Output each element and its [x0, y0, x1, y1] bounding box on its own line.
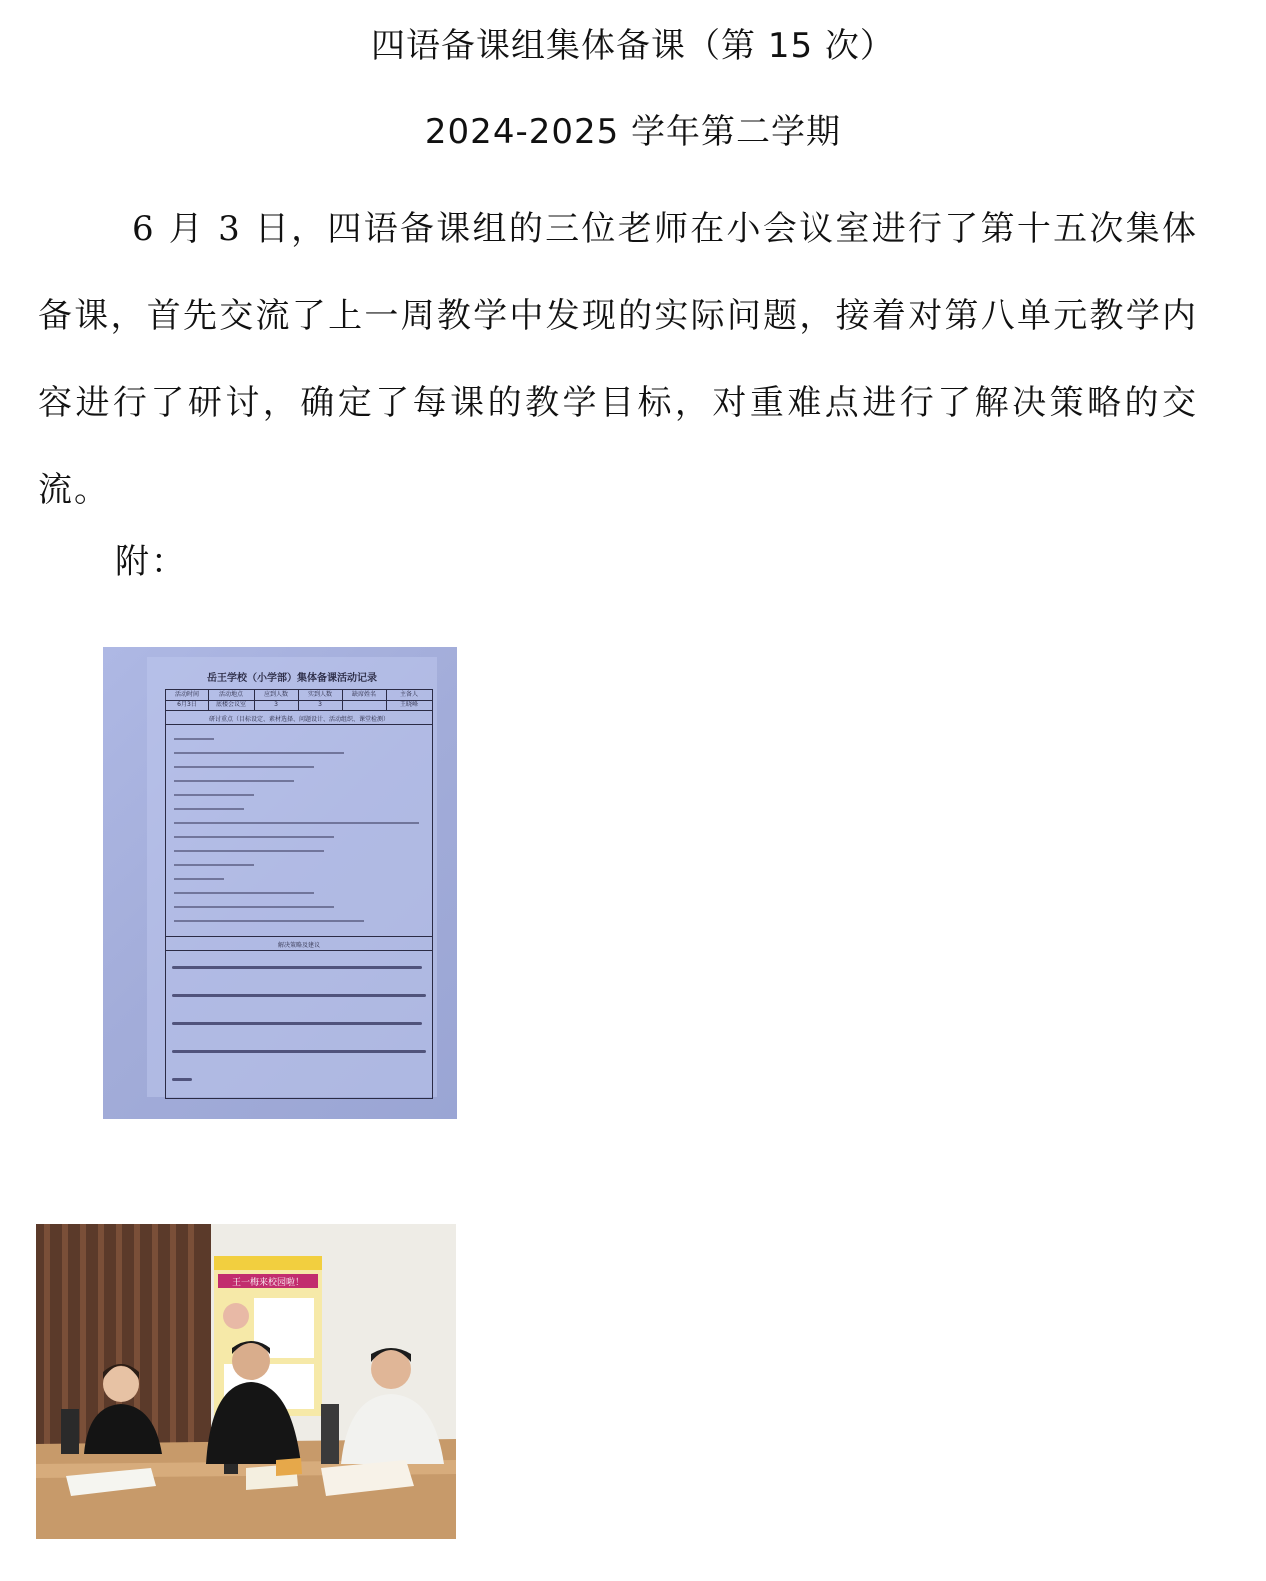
col-header: 活动时间 — [166, 690, 209, 700]
printed-line — [174, 864, 254, 866]
printed-line — [174, 878, 224, 880]
printed-line — [174, 780, 294, 782]
printed-line — [174, 794, 254, 796]
cell — [342, 700, 387, 710]
printed-line — [174, 738, 214, 740]
handwriting-line — [172, 1022, 422, 1025]
poster-headline: 王一梅来校园啦！ — [231, 1278, 305, 1288]
printed-line — [174, 836, 334, 838]
page-subtitle: 2024-2025 学年第二学期 — [424, 112, 842, 152]
cell: 王晓峰 — [399, 701, 418, 708]
record-sheet-focus-label: 研讨重点（目标设定、素材选择、问题设计、活动组织、课堂检测） — [208, 716, 389, 723]
divider — [166, 724, 432, 725]
handwriting-line — [172, 966, 422, 969]
record-sheet — [147, 657, 437, 1097]
divider — [166, 950, 432, 951]
handwriting-line — [172, 1078, 192, 1081]
printed-line — [174, 808, 244, 810]
printed-line — [174, 752, 344, 754]
cell: 6月3日 — [166, 700, 209, 710]
handwriting-line — [172, 1050, 426, 1053]
col-header: 实到人数 — [298, 690, 343, 700]
record-sheet-heading: 岳王学校（小学部）集体备课活动记录 — [207, 673, 377, 684]
printed-line — [174, 850, 324, 852]
record-sheet-strategy-label: 解决策略及建议 — [277, 942, 320, 949]
cell: 底楼会议室 — [208, 700, 255, 710]
col-header: 主备人 — [399, 691, 418, 698]
record-sheet-value-row — [166, 700, 432, 711]
attachment-label: 附： — [115, 542, 187, 582]
printed-line — [174, 766, 314, 768]
printed-line — [174, 906, 334, 908]
meeting-photo — [36, 1224, 456, 1539]
col-header: 应到人数 — [254, 690, 299, 700]
handwriting-line — [172, 994, 426, 997]
meeting-scene — [36, 1224, 456, 1539]
printed-line — [174, 920, 364, 922]
printed-line — [174, 892, 314, 894]
record-sheet-photo — [103, 647, 457, 1119]
col-header: 缺席姓名 — [342, 690, 387, 700]
body-paragraph: 6 月 3 日，四语备课组的三位老师在小会议室进行了第十五次集体备课，首先交流了上一周教学中发现的实际问题，接着对第八单元教学内容进行了研讨，确定了每课的教学目标，对重难点进行了解决策略的交流。 — [38, 209, 1198, 510]
printed-line — [174, 822, 419, 824]
cell: 3 — [298, 700, 343, 710]
page-title: 四语备课组集体备课（第 15 次） — [371, 26, 895, 66]
cell: 3 — [254, 700, 299, 710]
col-header: 活动地点 — [208, 690, 255, 700]
record-sheet-table — [165, 689, 433, 1099]
divider — [166, 936, 432, 937]
